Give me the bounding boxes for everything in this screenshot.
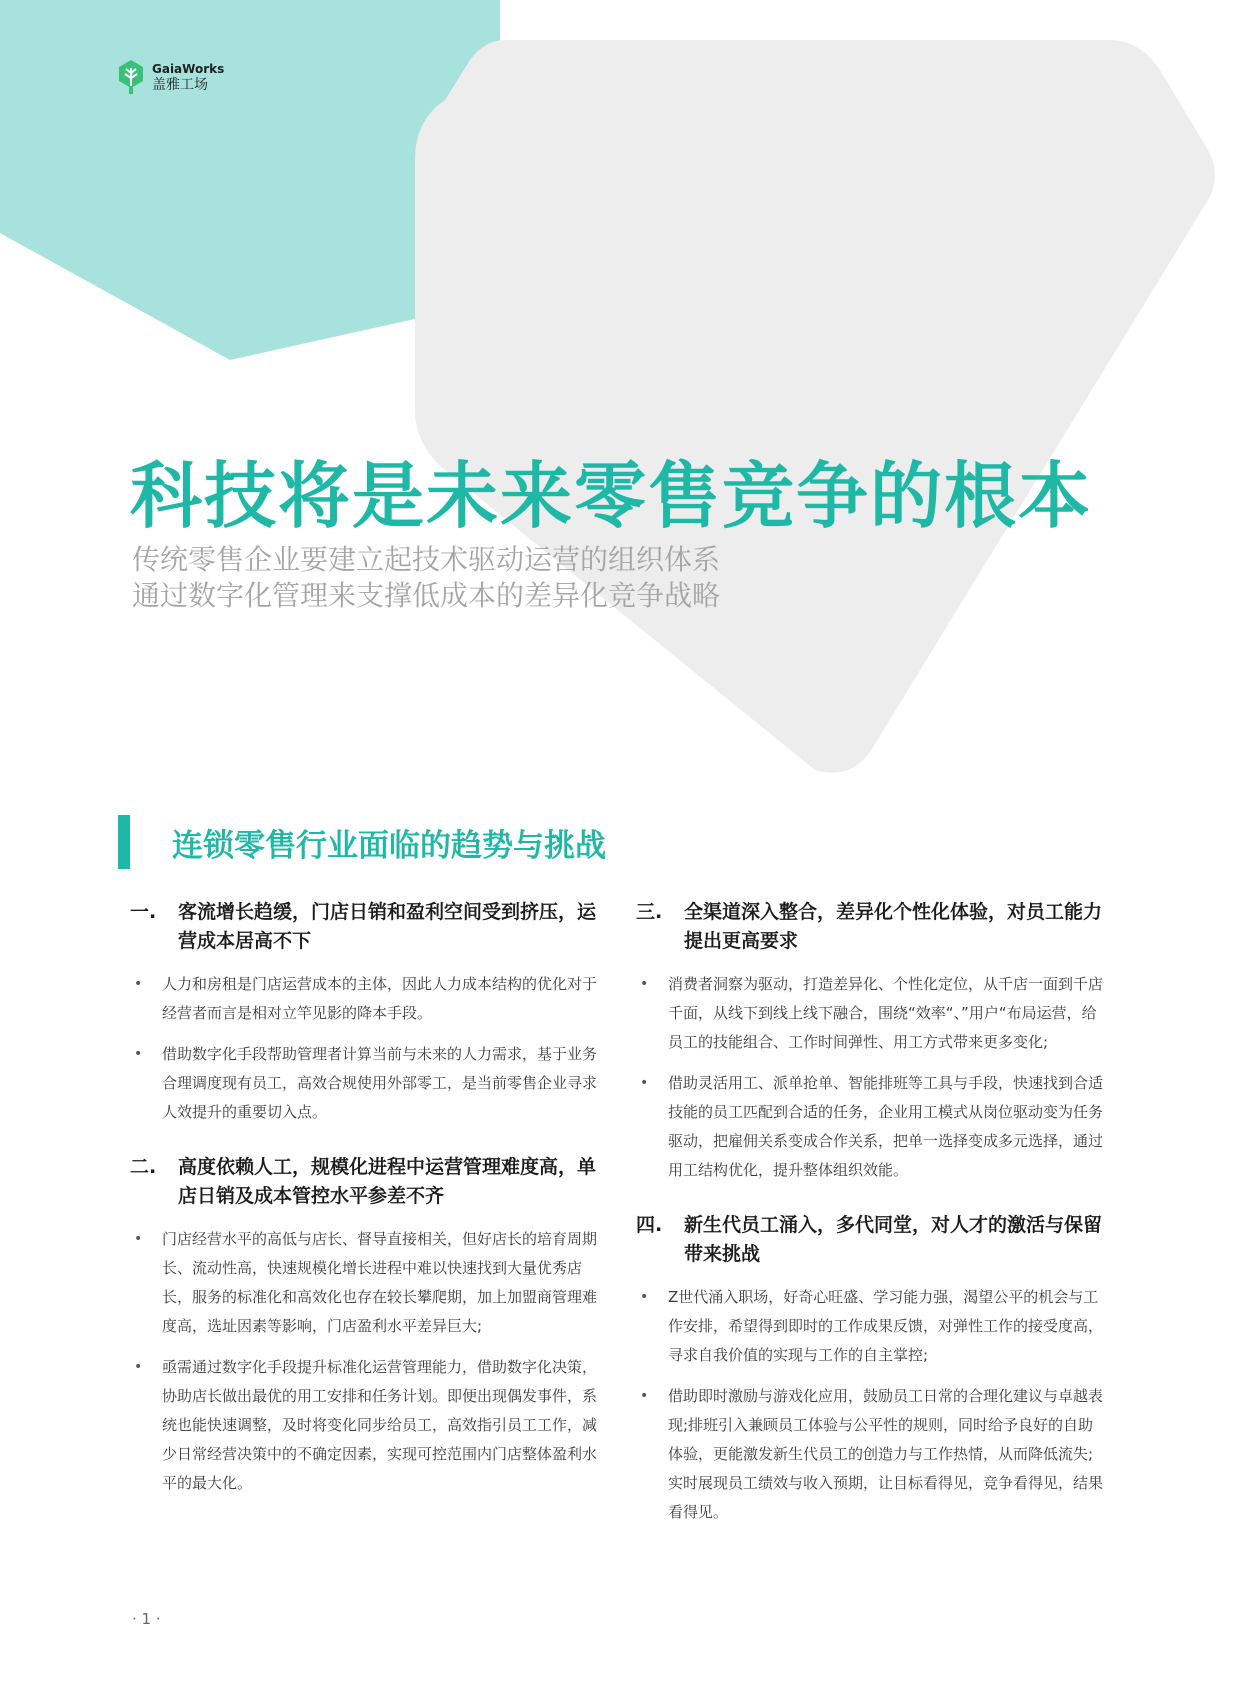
- item-number: 四.: [636, 1214, 663, 1236]
- item-number: 三.: [636, 901, 663, 923]
- bullet-dot-icon: •: [134, 1046, 143, 1062]
- page-number: · 1 ·: [132, 1610, 161, 1628]
- left-column: [130, 898, 610, 1524]
- challenge-item-3: [636, 898, 1106, 1185]
- subtitle-line: 通过数字化管理来支撑低成本的差异化竞争战略: [132, 579, 721, 612]
- bullet-dot-icon: •: [134, 976, 143, 992]
- bullet-dot-icon: •: [640, 1075, 649, 1091]
- item-number: 二.: [130, 1156, 157, 1178]
- challenge-item-4: [636, 1211, 1106, 1527]
- item-heading: 客流增长趋缓，门店日销和盈利空间受到挤压，运营成本居高不下: [178, 901, 597, 952]
- tree-logo-icon: [116, 58, 146, 96]
- bullet-dot-icon: •: [640, 1289, 649, 1305]
- bullet-item: [636, 1069, 1106, 1185]
- logo-english-name: GaiaWorks: [152, 62, 225, 76]
- bullet-text: 借助即时激励与游戏化应用，鼓励员工日常的合理化建议与卓越表现;排班引入兼顾员工体验与公平性的规则，同时给予良好的自助体验，更能激发新生代员工的创造力与工作热情，从而降低流失;实时展现员工绩效与收入预期，让目标看得见，竞争看得见，结果看得见。: [668, 1387, 1104, 1521]
- item-number: 一.: [130, 901, 157, 923]
- bullet-text: 门店经营水平的高低与店长、督导直接相关，但好店长的培育周期长、流动性高，快速规模化增长进程中难以快速找到大量优秀店长，服务的标准化和高效化也存在较长攀爬期，加上加盟商管理难度高，选址因素等影响，门店盈利水平差异巨大;: [162, 1230, 598, 1335]
- gaiaworks-logo: [116, 58, 224, 96]
- bullet-text: 消费者洞察为驱动，打造差异化、个性化定位，从千店一面到千店千面，从线下到线上线下融合，围绕“效率“、”用户“布局运营，给员工的技能组合、工作时间弹性、用工方式带来更多变化;: [668, 975, 1104, 1051]
- gray-hexagon-shape: [415, 40, 1215, 773]
- bullet-dot-icon: •: [134, 1359, 143, 1375]
- bullet-dot-icon: •: [134, 1231, 143, 1247]
- bullet-item: [636, 1382, 1106, 1527]
- challenge-item-1: [130, 898, 610, 1127]
- subtitle-line: 传统零售企业要建立起技术驱动运营的组织体系: [132, 543, 721, 576]
- item-heading: 全渠道深入整合，差异化个性化体验，对员工能力提出更高要求: [684, 901, 1103, 952]
- right-column: [636, 898, 1106, 1553]
- challenge-item-2: [130, 1153, 610, 1498]
- bullet-item: [130, 1353, 610, 1498]
- bullet-dot-icon: •: [640, 1388, 649, 1404]
- section-accent-bar: [118, 815, 130, 869]
- bullet-text: 借助数字化手段帮助管理者计算当前与未来的人力需求，基于业务合理调度现有员工，高效合规使用外部零工，是当前零售企业寻求人效提升的重要切入点。: [162, 1045, 598, 1121]
- bullet-item: [130, 1040, 610, 1127]
- bullet-text: 亟需通过数字化手段提升标准化运营管理能力，借助数字化决策，协助店长做出最优的用工安排和任务计划。即便出现偶发事件，系统也能快速调整，及时将变化同步给员工，高效指引员工工作，减少日常经营决策中的不确定因素，实现可控范围内门店整体盈利水平的最大化。: [162, 1358, 598, 1492]
- page-title: 科技将是未来零售竞争的根本: [130, 454, 1093, 538]
- bullet-item: [130, 1225, 610, 1341]
- page-subtitle: [132, 542, 720, 614]
- item-heading: 新生代员工涌入，多代同堂，对人才的激活与保留带来挑战: [684, 1214, 1103, 1265]
- bullet-text: 借助灵活用工、派单抢单、智能排班等工具与手段，快速找到合适技能的员工匹配到合适的任务，企业用工模式从岗位驱动变为任务驱动，把雇佣关系变成合作关系，把单一选择变成多元选择，通过用工结构优化，提升整体组织效能。: [668, 1074, 1104, 1179]
- bullet-item: [636, 970, 1106, 1057]
- bullet-dot-icon: •: [640, 976, 649, 992]
- bullet-item: [636, 1283, 1106, 1370]
- bullet-text: 人力和房租是门店运营成本的主体，因此人力成本结构的优化对于经营者而言是相对立竿见影的降本手段。: [162, 975, 598, 1022]
- logo-chinese-name: 盖雅工场: [152, 77, 208, 93]
- bullet-text: Z世代涌入职场，好奇心旺盛、学习能力强，渴望公平的机会与工作安排，希望得到即时的工作成果反馈，对弹性工作的接受度高，寻求自我价值的实现与工作的自主掌控;: [668, 1288, 1104, 1364]
- section-title: 连锁零售行业面临的趋势与挑战: [172, 828, 606, 864]
- item-heading: 高度依赖人工，规模化进程中运营管理难度高，单店日销及成本管控水平参差不齐: [178, 1156, 597, 1207]
- bullet-item: [130, 970, 610, 1028]
